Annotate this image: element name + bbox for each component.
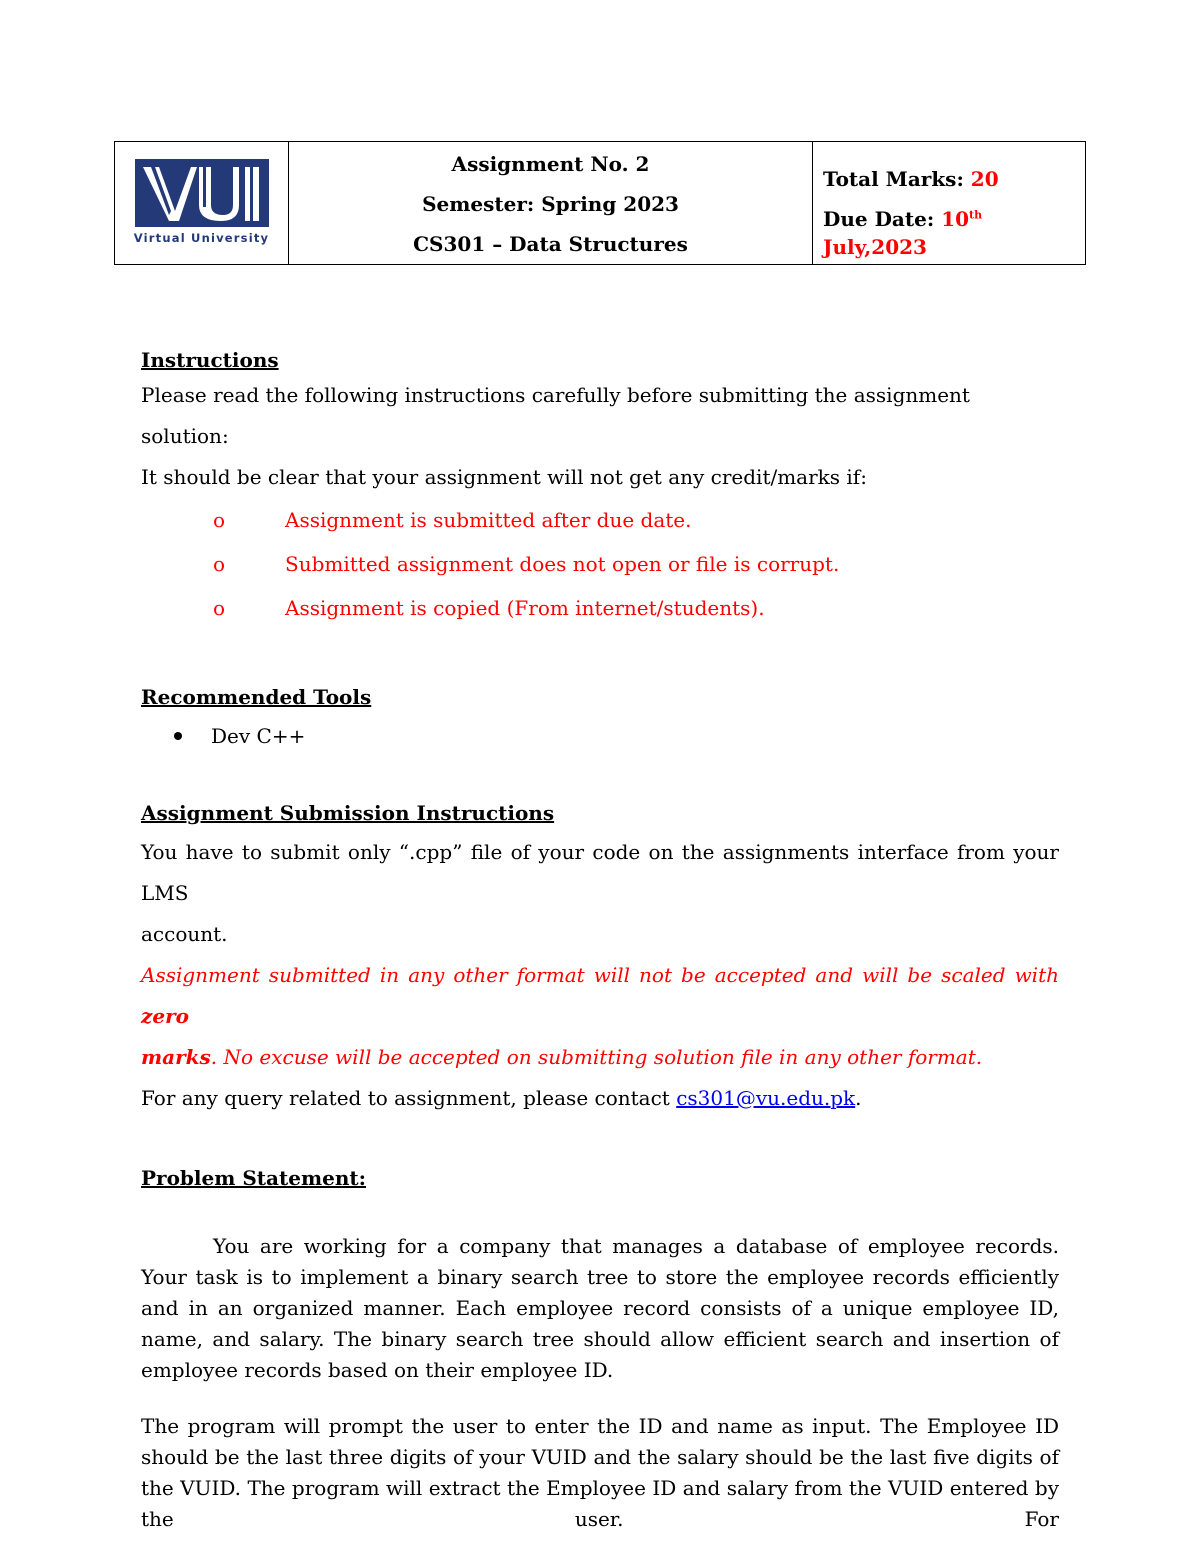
- course-title: CS301 – Data Structures: [413, 232, 688, 256]
- list-marker: o: [213, 552, 226, 576]
- list-item-text: Assignment is copied (From internet/students).: [285, 596, 765, 620]
- tool-name: Dev C++: [211, 724, 306, 748]
- query-end: .: [855, 1086, 862, 1110]
- semester: Semester: Spring 2023: [422, 192, 679, 216]
- bullet-icon: [174, 732, 182, 740]
- submission-line-1: You have to submit only “.cpp” file of your code on the assignments interface from your LMS: [141, 840, 1059, 905]
- header-table: [114, 141, 1086, 265]
- problem-paragraph-2: The program will prompt the user to enter the ID and name as input. The Employee ID should be the last three digits of your VUID and the salary should be the last five digits of the VUID. The program will extract the Employee ID and salary from the VUID entered by the user. For: [141, 1414, 1059, 1531]
- marks-cell: [813, 142, 1085, 264]
- problem-heading: Problem Statement:: [141, 1166, 366, 1190]
- instructions-line-2: It should be clear that your assignment will not get any credit/marks if:: [141, 465, 867, 489]
- format-warning-text: Assignment submitted in any other format will not be accepted and will be scaled with: [141, 963, 1059, 987]
- due-date: [823, 205, 1085, 261]
- list-marker: o: [213, 508, 226, 532]
- list-item: [141, 498, 1059, 542]
- list-marker: o: [213, 596, 226, 620]
- zero-emphasis: zero: [141, 1004, 189, 1028]
- query-text: For any query related to assignment, please contact: [141, 1086, 677, 1110]
- submission-line-2: account.: [141, 922, 228, 946]
- total-marks-label: Total Marks:: [823, 167, 971, 191]
- title-cell: [289, 142, 813, 264]
- logo-cell: [115, 142, 289, 264]
- penalty-list: [141, 498, 1059, 630]
- total-marks: [823, 165, 1085, 193]
- assignment-number: Assignment No. 2: [451, 152, 650, 176]
- vu-logo: [135, 159, 269, 247]
- problem-paragraph-1: You are working for a company that manages a database of employee records. Your task is to implement a binary search tree to store the employee records efficiently and in an organized manner. Each employee record consists of a unique employee ID, name, and salary. The binary search tree should allow efficient search and insertion of employee records based on their employee ID.: [141, 1234, 1059, 1382]
- list-item-text: Submitted assignment does not open or file is corrupt.: [285, 552, 840, 576]
- due-month-year: July,2023: [823, 235, 927, 259]
- instructions-line-1: Please read the following instructions carefully before submitting the assignment solution:: [141, 383, 970, 448]
- vu-logo-icon: [135, 159, 269, 227]
- query-line: [141, 1078, 1059, 1119]
- vu-logo-mark: [135, 159, 269, 227]
- tools-heading: Recommended Tools: [141, 685, 372, 709]
- support-email-link[interactable]: cs301@vu.edu.pk: [676, 1086, 856, 1110]
- marks-emphasis: marks: [141, 1045, 211, 1069]
- document-body: [141, 345, 1059, 1535]
- due-date-label: Due Date:: [823, 207, 942, 231]
- due-day: 10: [941, 207, 970, 231]
- list-item-text: Assignment is submitted after due date.: [285, 508, 692, 532]
- logo-caption: Virtual University: [133, 231, 270, 245]
- format-warning-line-1: [141, 955, 1059, 1037]
- list-item: [141, 542, 1059, 586]
- list-item: [141, 586, 1059, 630]
- format-warning-line-2: [141, 1037, 1059, 1078]
- list-item: [141, 716, 1059, 756]
- submission-heading: Assignment Submission Instructions: [141, 801, 555, 825]
- format-warning-rest: . No excuse will be accepted on submitting solution file in any other format.: [210, 1045, 983, 1069]
- total-marks-value: 20: [970, 167, 999, 191]
- instructions-heading: Instructions: [141, 348, 279, 372]
- due-day-suffix: th: [969, 208, 983, 222]
